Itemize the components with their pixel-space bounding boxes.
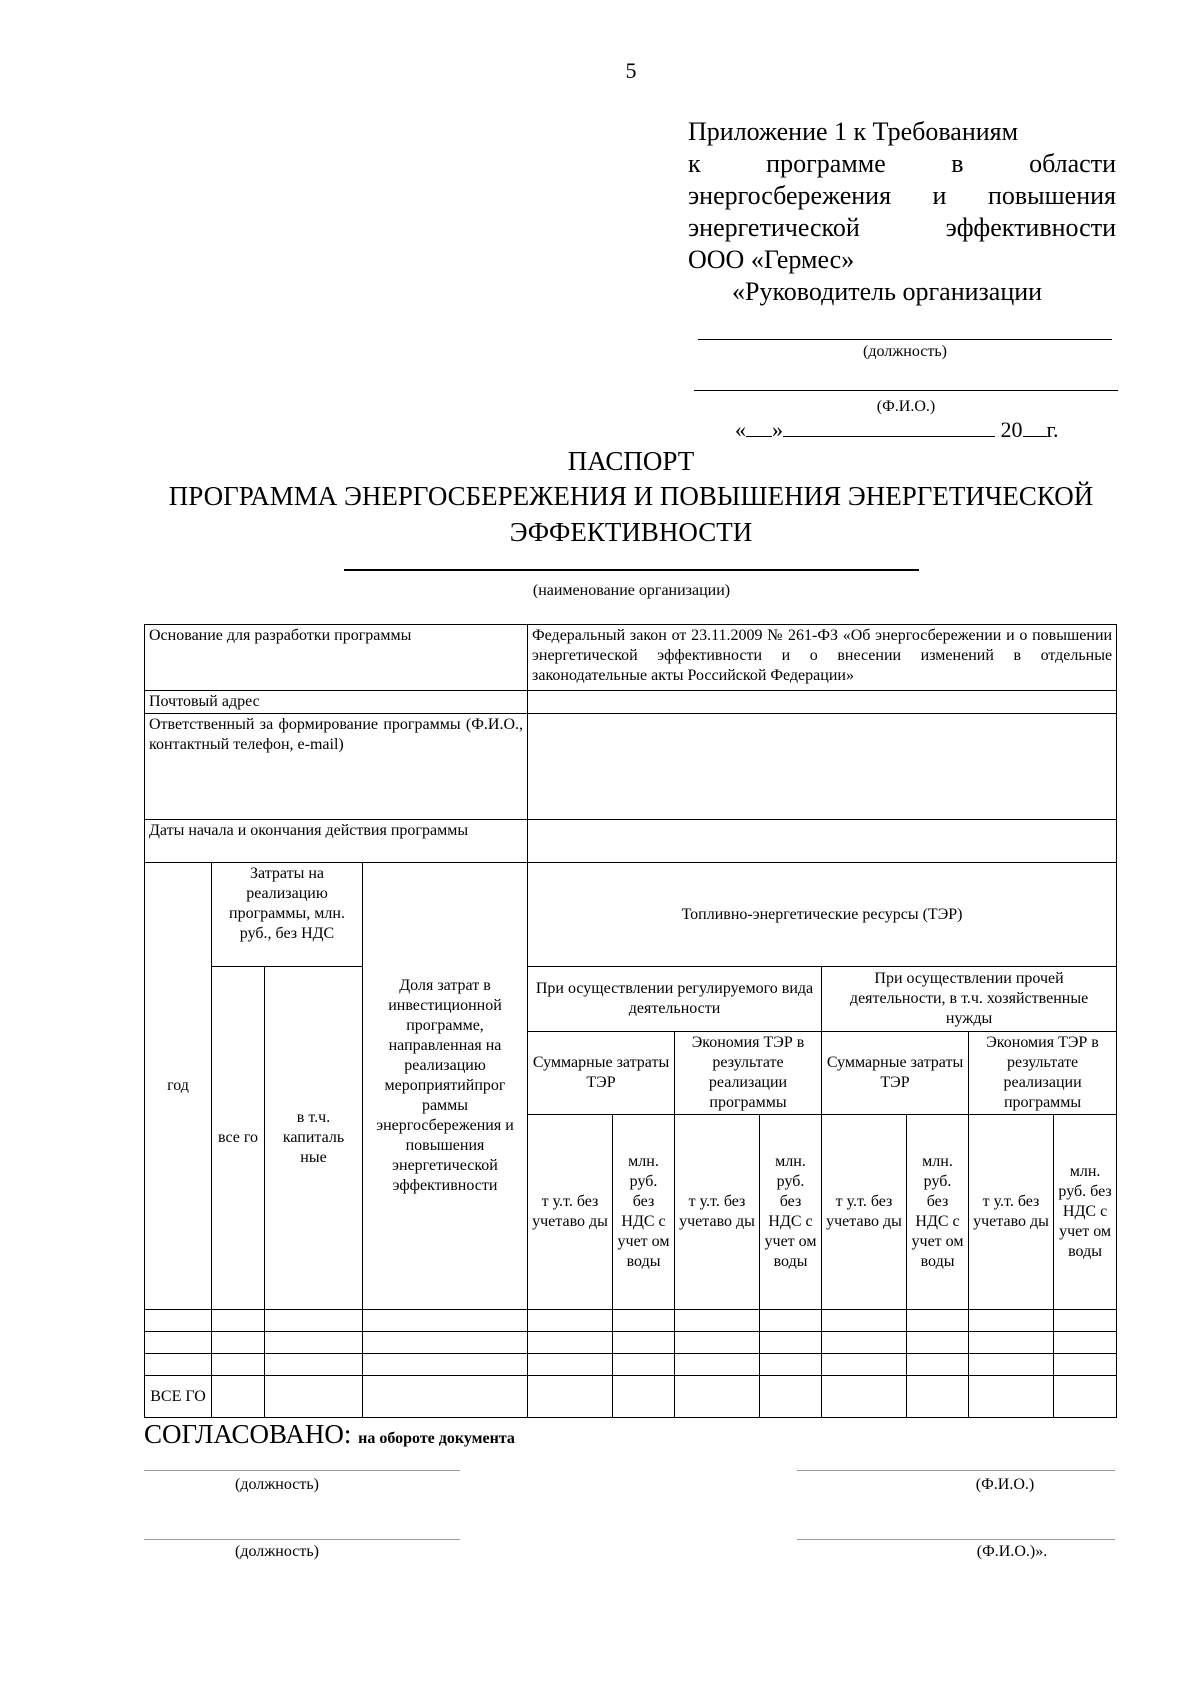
position-caption: (должность) [863, 343, 947, 360]
month-blank [783, 416, 995, 437]
fio-caption: (Ф.И.О.) [876, 398, 936, 415]
responsible-value [528, 714, 1117, 820]
position-signature-line [698, 339, 1112, 340]
postal-address-value [528, 691, 1117, 714]
appendix-line: к программе в области [688, 149, 1116, 178]
dates-label: Даты начала и окончания действия программы [145, 820, 528, 863]
unit-tut-header: т у.т. без учетаво ды [528, 1115, 613, 1310]
agreed-position-line-2 [144, 1539, 460, 1540]
table-row [145, 1310, 1117, 1332]
basis-label: Основание для разработки программы [145, 625, 528, 691]
total-row-label: ВСЕ ГО [145, 1376, 212, 1418]
unit-tut-header: т у.т. без учетаво ды [675, 1115, 760, 1310]
other-savings-header: Экономия ТЭР в результате реализации программы [969, 1032, 1117, 1115]
year-header: год [145, 863, 212, 1310]
agreed-fio-line-1 [797, 1470, 1115, 1471]
costs-capital-header: в т.ч. капиталь ные [265, 967, 363, 1310]
regulated-sum-costs-header: Суммарные затраты ТЭР [528, 1032, 675, 1115]
unit-rub-header: млн. руб. без НДС с учет ом воды [613, 1115, 675, 1310]
program-title-line-2: ЭФФЕКТИВНОСТИ [509, 517, 753, 547]
unit-rub-header: млн. руб. без НДС с учет ом воды [760, 1115, 822, 1310]
unit-rub-header: млн. руб. без НДС с учет ом воды [907, 1115, 969, 1310]
organization-name-line [344, 569, 919, 571]
responsible-label: Ответственный за формирование программы (Ф.И.О., контактный телефон, e-mail) [145, 714, 528, 820]
agreed-position-line-1 [144, 1470, 460, 1471]
basis-value: Федеральный закон от 23.11.2009 № 261-ФЗ «Об энергосбережении и о повышении энергетической эффективности и о внесении изменений в отдельные законодательные акты Российской Федерации» [528, 625, 1117, 691]
total-row [145, 1376, 1117, 1418]
unit-rub-header: млн. руб. без НДС с учет ом воды [1054, 1115, 1117, 1310]
agreed-fio-line-2 [797, 1539, 1115, 1540]
passport-title: ПАСПОРТ [567, 446, 695, 476]
fio-signature-line [694, 390, 1118, 391]
approval-date [735, 416, 1059, 443]
year-prefix: 20 [1000, 417, 1023, 442]
investment-share-header: Доля затрат в инвестиционной программе, направленная на реализацию мероприятийпрог раммы энергосбережения и повышения энергетической эффективности [363, 863, 528, 1310]
table-row [145, 1354, 1117, 1376]
unit-tut-header: т у.т. без учетаво ды [969, 1115, 1054, 1310]
appendix-line: ООО «Гермес» [688, 245, 855, 274]
appendix-line: энергетической эффективности [688, 213, 1116, 242]
ter-header: Топливно-энергетические ресурсы (ТЭР) [528, 863, 1117, 967]
agreed-fio-caption-1: (Ф.И.О.) [975, 1476, 1035, 1493]
postal-address-label: Почтовый адрес [145, 691, 528, 714]
appendix-line: «Руководитель организации [732, 277, 1043, 306]
appendix-block [688, 116, 1116, 308]
table-row [145, 1332, 1117, 1354]
date-open-quote: « [735, 417, 746, 442]
regulated-activity-header: При осуществлении регулируемого вида деятельности [528, 967, 822, 1032]
day-blank [746, 416, 772, 437]
organization-caption: (наименование организации) [532, 582, 731, 599]
costs-total-header: все го [212, 967, 265, 1310]
appendix-line: Приложение 1 к Требованиям [688, 117, 1019, 146]
unit-tut-header: т у.т. без учетаво ды [822, 1115, 907, 1310]
agreed-note: на обороте документа [358, 1430, 515, 1447]
dates-value [528, 820, 1117, 863]
agreed-fio-caption-2: (Ф.И.О.)». [976, 1543, 1048, 1560]
agreed-position-caption-2: (должность) [235, 1543, 319, 1560]
agreed-label: СОГЛАСОВАНО: [144, 1419, 352, 1449]
agreed-heading [144, 1419, 515, 1450]
appendix-line: энергосбережения и повышения [688, 181, 1116, 210]
agreed-position-caption-1: (должность) [235, 1476, 319, 1493]
date-close-quote: » [772, 417, 783, 442]
year-blank [1023, 416, 1047, 437]
regulated-savings-header: Экономия ТЭР в результате реализации программы [675, 1032, 822, 1115]
other-activity-header: При осуществлении прочей деятельности, в т.ч. хозяйственные нужды [822, 967, 1117, 1032]
passport-table [144, 624, 1117, 1418]
page-number: 5 [625, 58, 637, 83]
year-suffix: г. [1046, 417, 1059, 442]
program-title-line-1: ПРОГРАММА ЭНЕРГОСБЕРЕЖЕНИЯ И ПОВЫШЕНИЯ ЭНЕРГЕТИЧЕСКОЙ [168, 481, 1094, 511]
other-sum-costs-header: Суммарные затраты ТЭР [822, 1032, 969, 1115]
costs-header: Затраты на реализацию программы, млн. руб., без НДС [212, 863, 363, 967]
